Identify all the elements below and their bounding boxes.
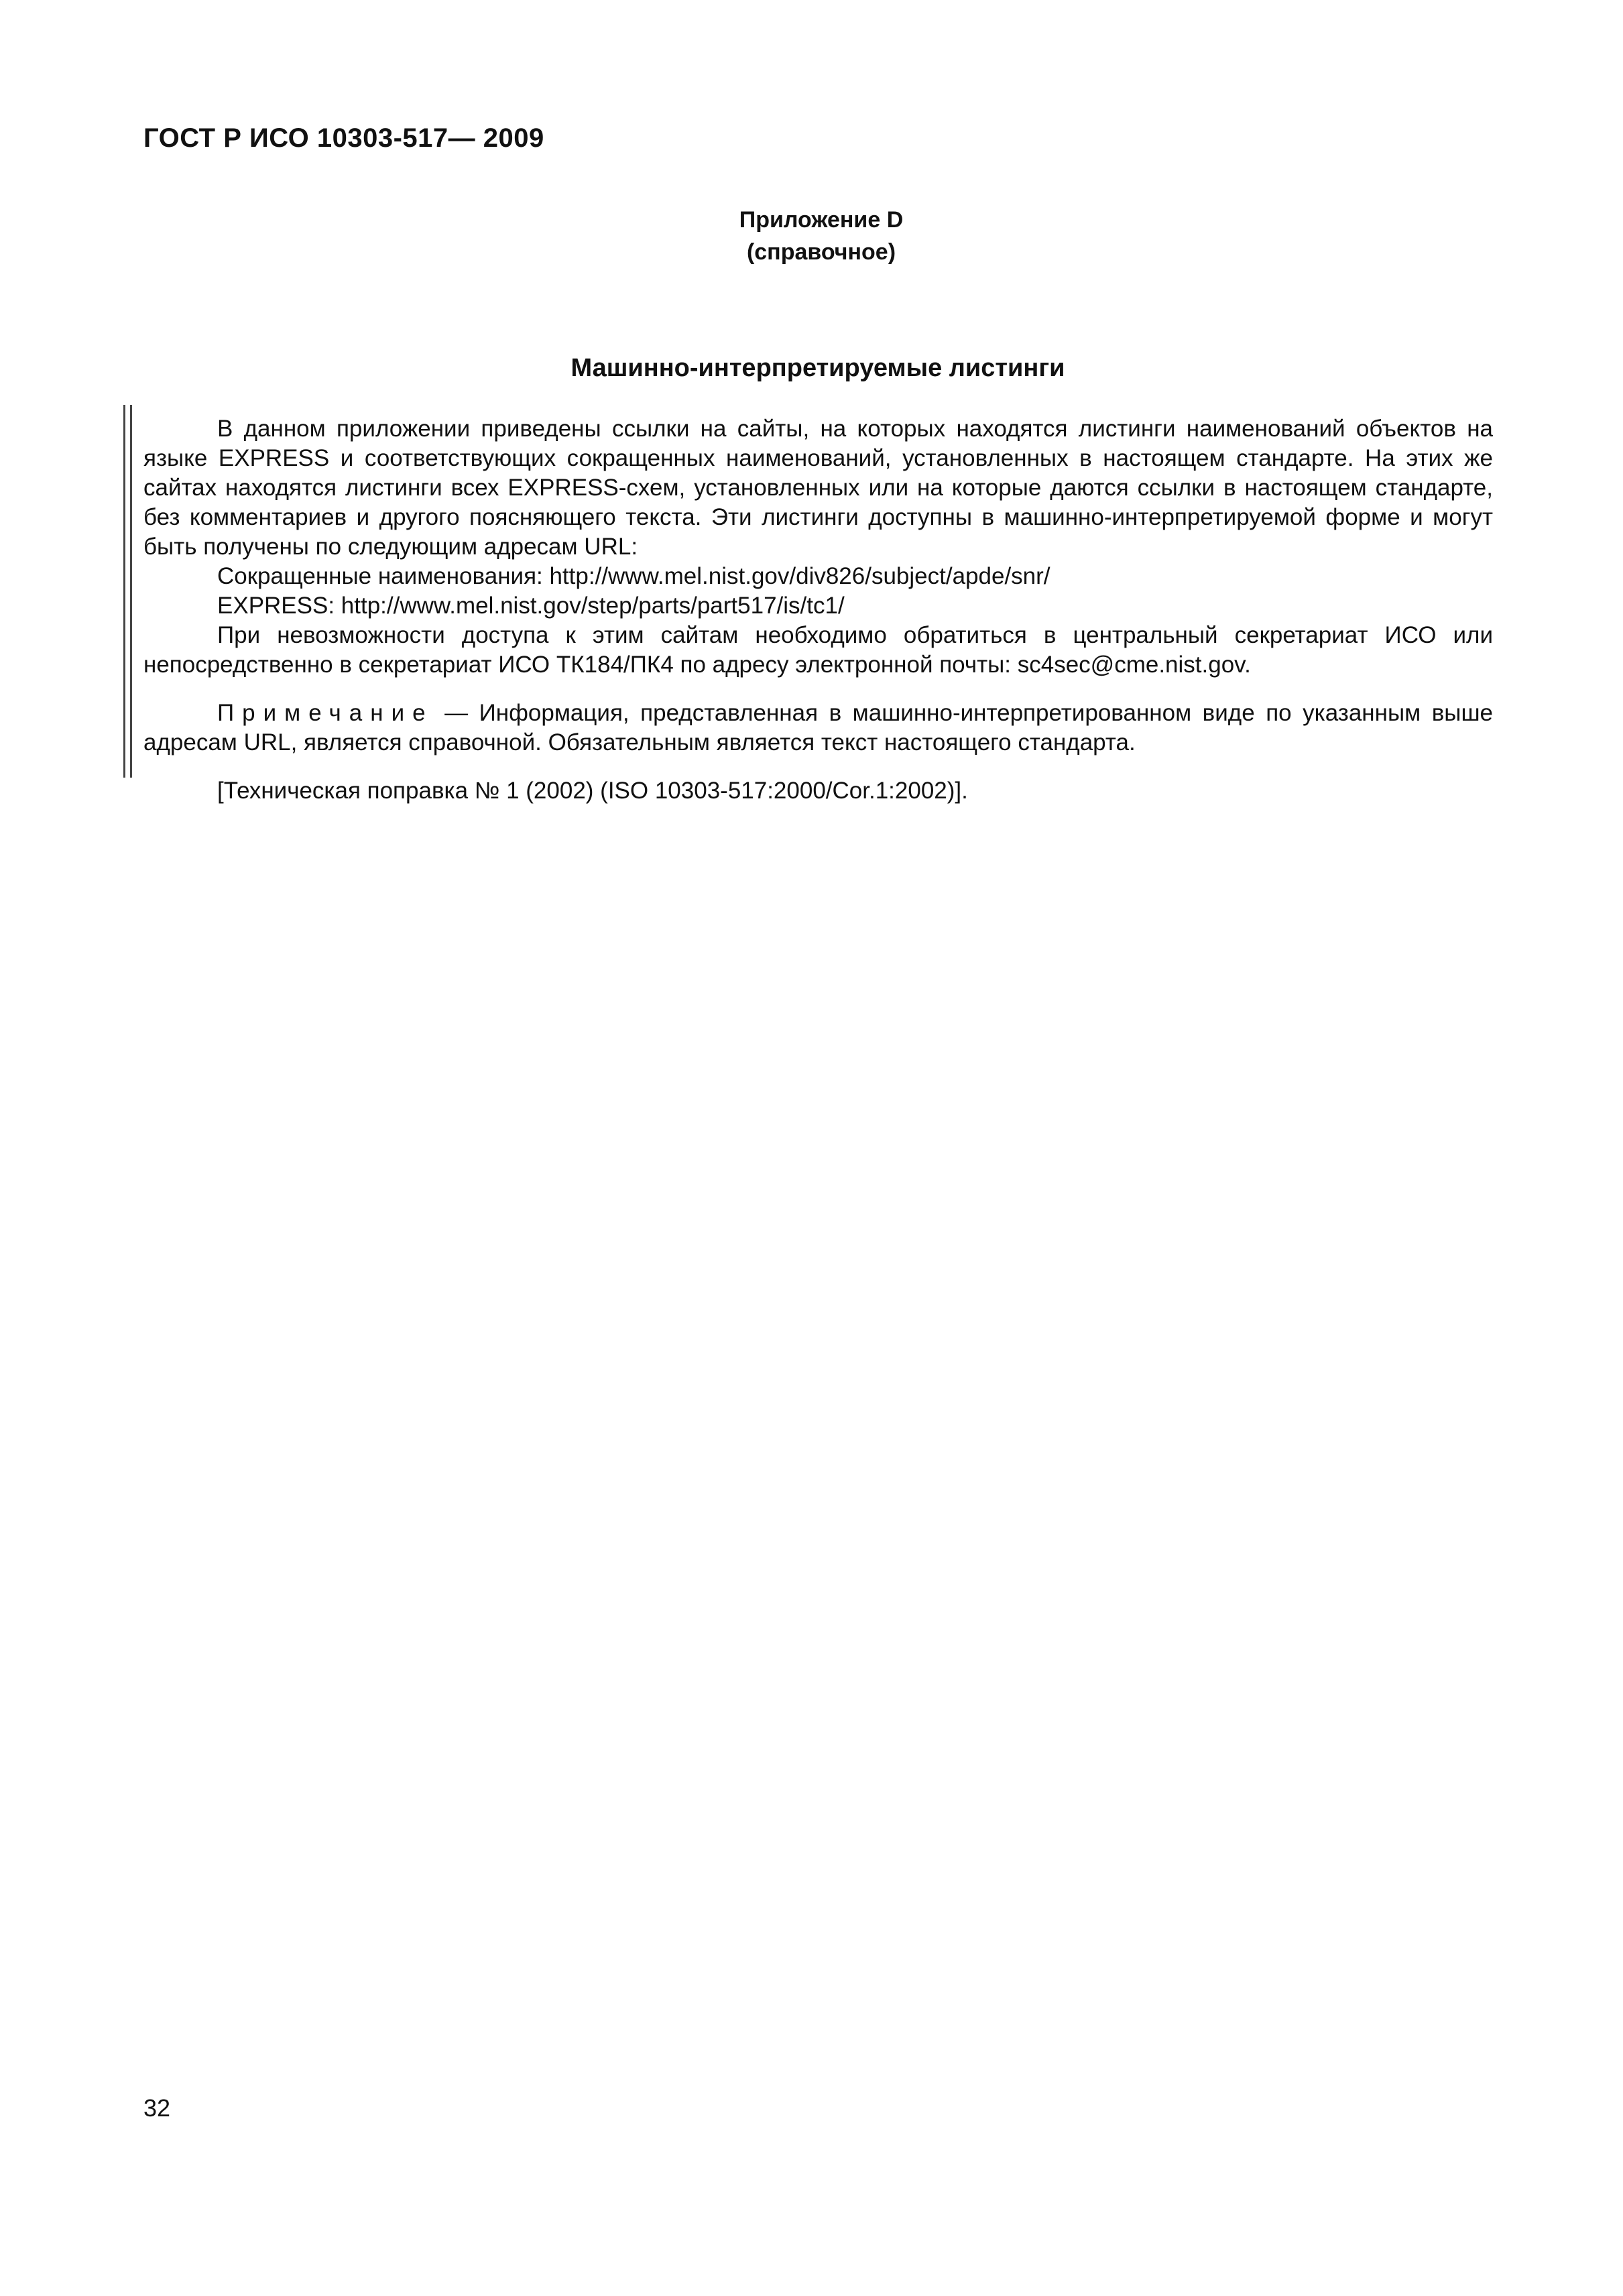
annex-type: (справочное): [746, 239, 896, 265]
section-title: Машинно-интерпретируемые листинги: [570, 354, 1065, 382]
annex-title: Приложение D: [739, 207, 904, 233]
intro-paragraph: В данном приложении приведены ссылки на сайты, на которых находятся листинги наименований объектов на языке EXPRESS и соответствующих сокращенных наименований, установленных в настоящем стандарте. На этих же сайтах находятся листинги всех EXPRESS-схем, установленных или на которые даются ссылки в настоящем стандарте, без комментариев и другого поясняющего текста. Эти листинги доступны в машинно-интерпретируемой форме и могут быть получены по следующим адресам URL:: [143, 416, 1493, 560]
technical-correction: [Техническая поправка № 1 (2002) (ISO 10303-517:2000/Cor.1:2002)].: [217, 778, 968, 804]
note-label: Примечание: [217, 700, 434, 726]
contact-paragraph: При невозможности доступа к этим сайтам необходимо обратиться в центральный секретариат ИСО или непосредственно в секретариат ИСО ТК184/ПК4 по адресу электронной почты: sc4sec@cme.nist.gov.: [143, 622, 1493, 678]
change-bar: [123, 405, 125, 778]
annex-heading: [670, 204, 972, 268]
url-short-names: Сокращенные наименования: http://www.mel.nist.gov/div826/subject/apde/snr/: [217, 563, 1050, 589]
note-text: — Информация, представленная в машинно-интерпретированном виде по указанным выше адресам URL, является справочной. Обязательным является текст настоящего стандарта.: [143, 700, 1493, 756]
document-code-header: ГОСТ Р ИСО 10303-517— 2009: [143, 123, 544, 153]
change-bar: [130, 405, 132, 778]
note-paragraph: [143, 699, 1493, 758]
page-number: 32: [143, 2094, 171, 2122]
body-text: [143, 414, 1493, 806]
url-express: EXPRESS: http://www.mel.nist.gov/step/parts/part517/is/tc1/: [217, 593, 845, 619]
